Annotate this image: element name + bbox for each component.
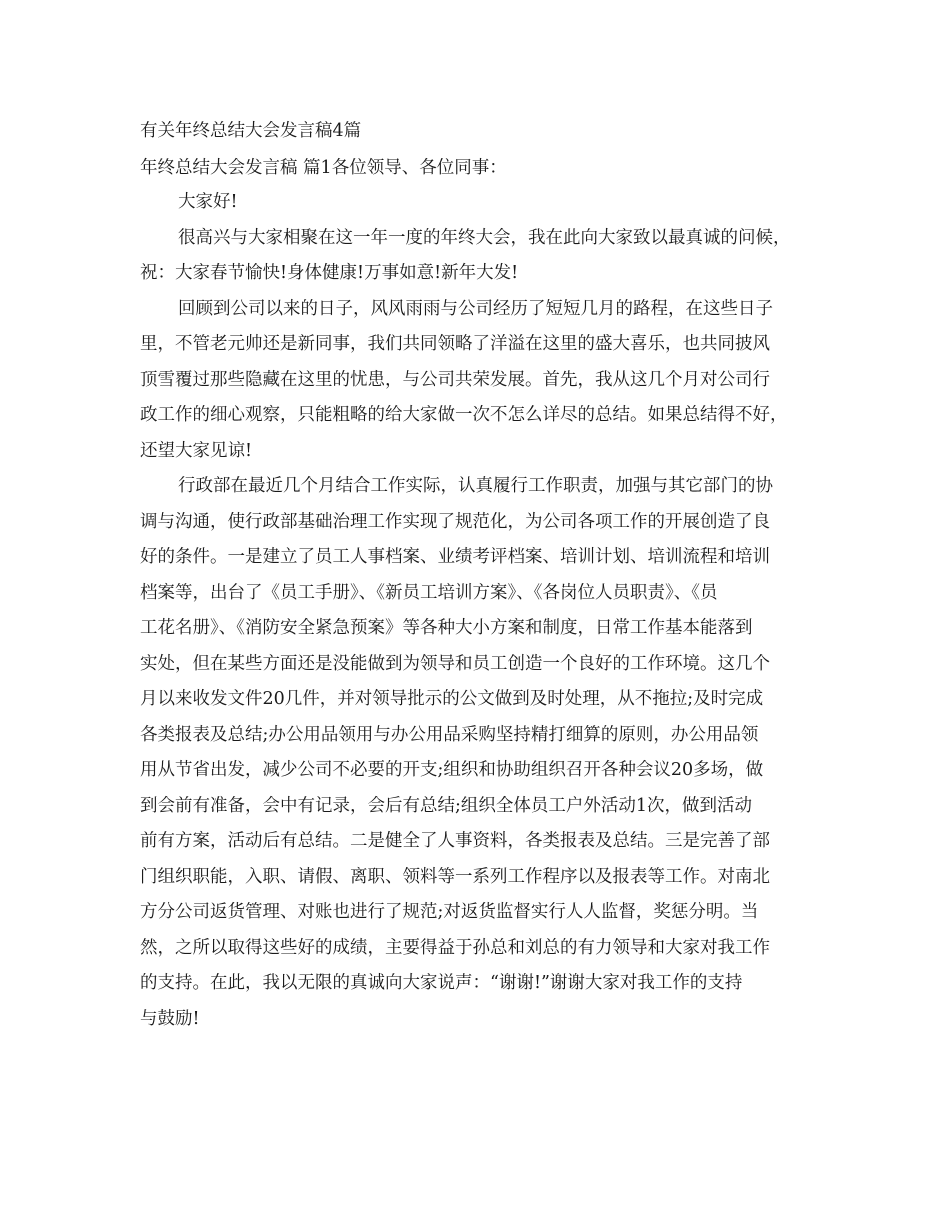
body-line: 顶雪覆过那些隐藏在这里的忧患，与公司共荣发展。首先，我从这几个月对公司行	[140, 370, 770, 390]
body-line: 实处，但在某些方面还是没能做到为领导和员工创造一个良好的工作环境。这几个	[140, 654, 770, 674]
body-line: 行政部在最近几个月结合工作实际，认真履行工作职责，加强与其它部门的协	[178, 476, 773, 496]
body-line: 祝：大家春节愉快!身体健康!万事如意!新年大发!	[140, 263, 519, 283]
body-line: 门组织职能，入职、请假、离职、领料等一系列工作程序以及报表等工作。对南北	[140, 867, 770, 887]
body-line: 很高兴与大家相聚在这一年一度的年终大会，我在此向大家致以最真诚的问候，	[178, 228, 791, 248]
body-line: 档案等，出台了《员工手册》、《新员工培训方案》、《各岗位人员职责》、《员	[140, 583, 718, 603]
body-line: 然，之所以取得这些好的成绩，主要得益于孙总和刘总的有力领导和大家对我工作	[140, 938, 770, 958]
body-line: 的支持。在此，我以无限的真诚向大家说声：“谢谢!”谢谢大家对我工作的支持	[140, 973, 743, 993]
body-line: 到会前有准备，会中有记录，会后有总结;组织全体员工户外活动1次，做到活动	[140, 796, 753, 816]
document-title: 有关年终总结大会发言稿4篇	[140, 121, 362, 141]
body-line: 用从节省出发，减少公司不必要的开支;组织和协助组织召开各种会议20多场，做	[140, 760, 764, 780]
body-line: 好的条件。一是建立了员工人事档案、业绩考评档案、培训计划、培训流程和培训	[140, 547, 770, 567]
greeting-line: 大家好!	[178, 192, 238, 212]
body-line: 前有方案，活动后有总结。二是健全了人事资料，各类报表及总结。三是完善了部	[140, 831, 770, 851]
body-line: 方分公司返货管理、对账也进行了规范;对返货监督实行人人监督，奖惩分明。当	[140, 902, 759, 922]
body-line: 还望大家见谅!	[140, 441, 253, 461]
body-line: 里，不管老元帅还是新同事，我们共同领略了洋溢在这里的盛大喜乐，也共同披风	[140, 334, 770, 354]
body-line: 政工作的细心观察，只能粗略的给大家做一次不怎么详尽的总结。如果总结得不好，	[140, 405, 788, 425]
body-line: 工花名册》、《消防安全紧急预案》等各种大小方案和制度，日常工作基本能落到	[140, 618, 753, 638]
body-line: 月以来收发文件20几件，并对领导批示的公文做到及时处理，从不拖拉;及时完成	[140, 689, 764, 709]
body-line: 各类报表及总结;办公用品领用与办公用品采购坚持精打细算的原则，办公用品领	[140, 725, 759, 745]
body-line: 回顾到公司以来的日子，风风雨雨与公司经历了短短几月的路程，在这些日子	[178, 299, 773, 319]
body-line: 与鼓励!	[140, 1009, 200, 1029]
body-line: 调与沟通，使行政部基础治理工作实现了规范化，为公司各项工作的开展创造了良	[140, 512, 770, 532]
document-heading: 年终总结大会发言稿 篇1各位领导、各位同事：	[140, 158, 507, 178]
